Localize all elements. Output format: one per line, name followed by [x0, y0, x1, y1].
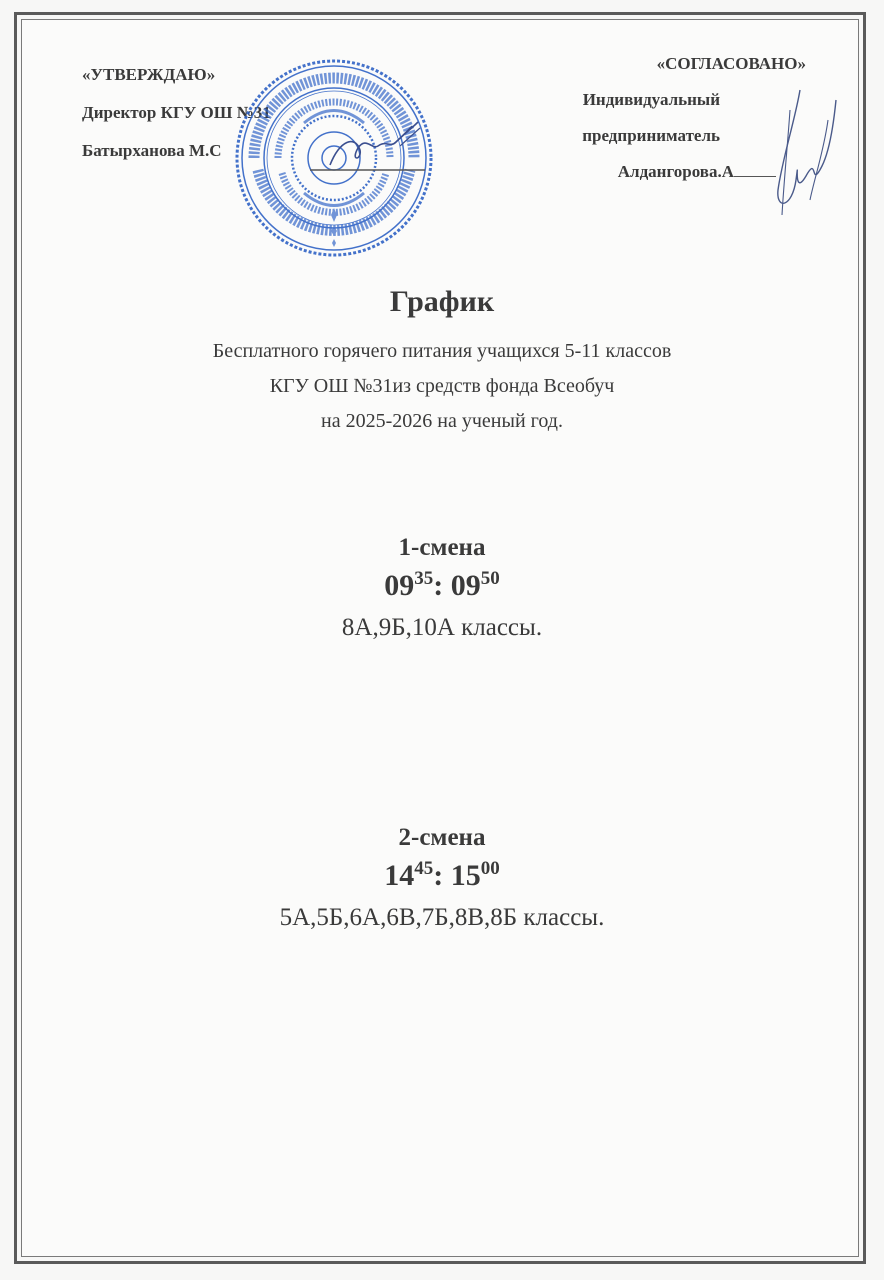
document-title-block: [0, 282, 884, 439]
time-separator: :: [433, 859, 451, 892]
agreement-name: Алдангорова.А: [617, 162, 734, 181]
time-separator: :: [433, 569, 451, 602]
end-minutes: 00: [480, 858, 500, 879]
subtitle-line-2: КГУ ОШ №31из средств фонда Всеобуч: [269, 375, 615, 397]
shift-name: 2-смена: [398, 824, 486, 851]
start-hour: 09: [384, 569, 415, 602]
shift-time: [0, 566, 884, 606]
end-hour: 15: [450, 859, 481, 892]
document-title: График: [389, 285, 495, 318]
agreement-line2: предприниматель: [582, 126, 720, 145]
shift-name: 1-смена: [398, 534, 486, 561]
start-minutes: 45: [414, 858, 434, 879]
shift-classes: 5А,5Б,6А,6В,7Б,8В,8Б классы.: [279, 904, 605, 931]
shift-2: [0, 820, 884, 940]
start-minutes: 35: [414, 568, 434, 589]
end-hour: 09: [450, 569, 481, 602]
start-hour: 14: [384, 859, 415, 892]
approval-heading: «УТВЕРЖДАЮ»: [82, 65, 216, 84]
shift-time: [0, 856, 884, 896]
subtitle-line-1: Бесплатного горячего питания учащихся 5-11 классов: [212, 340, 672, 362]
end-minutes: 50: [480, 568, 500, 589]
approval-position: Директор КГУ ОШ №31: [82, 103, 271, 122]
shift-1: [0, 530, 884, 650]
director-signature-icon: [300, 120, 430, 180]
shift-classes: 8А,9Б,10А классы.: [341, 614, 543, 641]
agreement-line1: Индивидуальный: [582, 90, 720, 109]
entrepreneur-signature-icon: [770, 80, 840, 220]
subtitle-line-3: на 2025-2026 на ученый год.: [321, 410, 563, 432]
approval-name: Батырханова М.С: [82, 141, 222, 160]
agreement-heading: «СОГЛАСОВАНО»: [656, 54, 806, 73]
